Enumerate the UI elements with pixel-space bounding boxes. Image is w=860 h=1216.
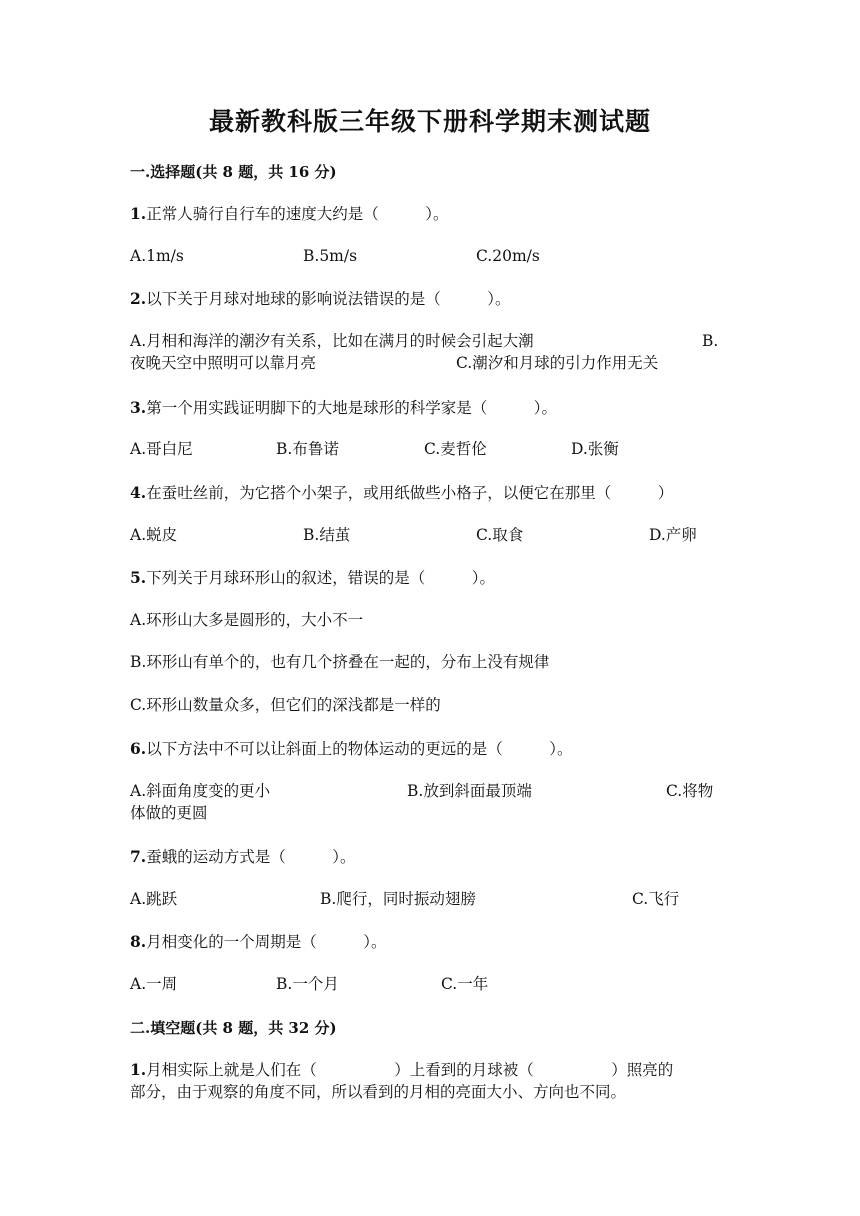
option-b[interactable]: B.环形山有单个的，也有几个挤叠在一起的，分布上没有规律 [130,653,550,671]
question-4 [130,481,730,505]
question-number: 1. [130,1060,147,1079]
question-text: 在蚕吐丝前，为它搭个小架子，或用纸做些小格子，以便它在那里（ ） [146,484,674,502]
question-number: 7. [130,847,147,866]
question-text: 蚕蛾的运动方式是（ ）。 [146,848,356,866]
option-a[interactable]: A.斜面角度变的更小 [130,782,271,800]
question-text: 第一个用实践证明脚下的大地是球形的科学家是（ ）。 [146,399,557,417]
option-b[interactable]: B.一个月 [276,975,339,993]
option-c-continued[interactable]: 体做的更圆 [130,804,208,822]
options-row-5b [130,651,720,674]
question-text: 正常人骑行自行车的速度大约是（ ）。 [146,205,449,223]
option-c[interactable]: C.潮汐和月球的引力作用无关 [456,354,659,372]
options-row-3 [130,438,720,461]
question-text-line2: 部分，由于观察的角度不同，所以看到的月相的亮面大小、方向也不同。 [130,1083,627,1101]
question-number: 2. [130,289,147,308]
question-5 [130,566,720,590]
question-number: 3. [130,398,147,417]
option-a[interactable]: A.月相和海洋的潮汐有关系，比如在满月的时候会引起大潮 [130,332,534,350]
option-b[interactable]: B.爬行，同时振动翅膀 [320,890,476,908]
option-b[interactable]: B.结茧 [303,526,351,544]
question-number: 5. [130,568,147,587]
option-b[interactable]: B.5m/s [303,247,358,265]
question-2 [130,287,720,311]
question-number: 8. [130,932,147,951]
option-c[interactable]: C.20m/s [476,247,540,265]
option-b[interactable]: B.放到斜面最顶端 [407,782,532,800]
question-text: 月相变化的一个周期是（ ）。 [146,933,387,951]
question-3 [130,396,720,420]
question-number: 6. [130,739,147,758]
option-a[interactable]: A.1m/s [130,247,184,265]
options-row-7 [130,888,720,911]
option-a[interactable]: A.哥白尼 [130,440,193,458]
question-text: 以下方法中不可以让斜面上的物体运动的更远的是（ ）。 [146,740,573,758]
options-row-1 [130,245,720,268]
question-1 [130,202,720,226]
options-row-6b [130,802,720,825]
question-number: 1. [130,204,147,223]
question-number: 4. [130,483,147,502]
question-8 [130,930,720,954]
options-row-2b [130,352,720,375]
option-c[interactable]: C.麦哲伦 [424,440,487,458]
options-row-6a [130,780,720,803]
option-a[interactable]: A.蜕皮 [130,526,178,544]
option-a[interactable]: A.一周 [130,975,178,993]
question-text-line1: 月相实际上就是人们在（ ）上看到的月球被（ ）照亮的 [146,1061,674,1079]
option-a[interactable]: A.跳跃 [130,890,178,908]
option-c[interactable]: C.将物 [666,782,714,800]
option-a[interactable]: A.环形山大多是圆形的，大小不一 [130,611,364,629]
question-text: 下列关于月球环形山的叙述，错误的是（ ）。 [146,569,495,587]
option-b[interactable]: B. [702,332,719,350]
option-d[interactable]: D.产卵 [649,526,697,544]
option-d[interactable]: D.张衡 [571,440,619,458]
options-row-2a [130,330,720,353]
options-row-5c [130,694,720,717]
question-7 [130,845,720,869]
section-heading-choice: 一.选择题(共 8 题，共 16 分) [130,163,337,181]
page-title: 最新教科版三年级下册科学期末测试题 [208,107,651,136]
option-b[interactable]: B.布鲁诺 [276,440,339,458]
options-row-5a [130,609,720,632]
option-b-text[interactable]: 夜晚天空中照明可以靠月亮 [130,354,317,372]
option-c[interactable]: C.环形山数量众多，但它们的深浅都是一样的 [130,696,441,714]
options-row-4 [130,524,720,547]
option-c[interactable]: C.取食 [476,526,524,544]
fill-question-1 [130,1058,720,1082]
question-text: 以下关于月球对地球的影响说法错误的是（ ）。 [146,290,511,308]
option-c[interactable]: C.一年 [441,975,489,993]
question-6 [130,737,720,761]
section-heading-fill: 二.填空题(共 8 题，共 32 分) [130,1019,337,1037]
option-c[interactable]: C.飞行 [632,890,680,908]
fill-question-1-line2 [130,1081,720,1104]
options-row-8 [130,973,720,996]
